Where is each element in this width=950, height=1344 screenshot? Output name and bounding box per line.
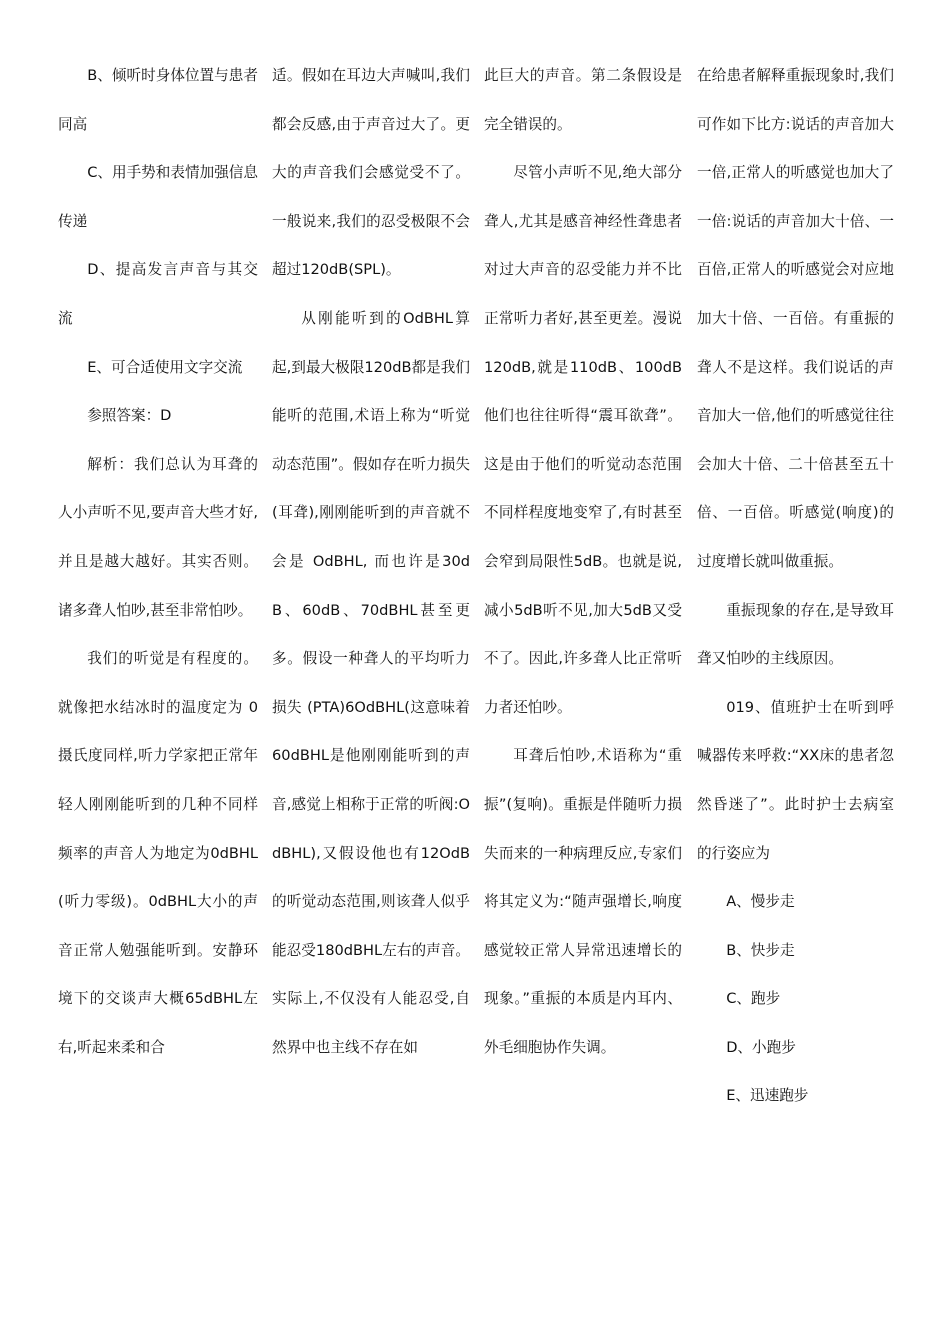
option-c: C、跑步 (726, 990, 781, 1008)
option-b: B、快步走 (726, 941, 795, 959)
question-019: 019、值班护士在听到呼喊器传来呼救:“XX床的患者忽然昏迷了”。此时护士去病室的行姿应为 (697, 698, 894, 862)
reference-answer: 参照答案：D (87, 407, 172, 425)
body-paragraph: 耳聋后怕吵,术语称为“重振”(复响)。重振是伴随听力损失而来的一种病理反应,专家们将其定义为:“随声强增长,响度感觉较正常人异常迅速增长的现象。”重振的本质是内耳内、外毛细胞协作失调。 (484, 747, 682, 1056)
body-paragraph: 尽管小声听不见,绝大部分聋人,尤其是感音神经性聋患者对过大声音的忍受能力并不比正常听力者好,甚至更差。漫说120dB,就是110dB、100dB他们也往往听得“震耳欲聋”。这是由于他们的听觉动态范围不同样程度地变窄了,有时甚至会窄到局限性5dB。也就是说,减小5dB听不见,加大5dB又受不了。因此,许多聋人比正常听力者还怕吵。 (484, 164, 682, 716)
option-d: D、提高发言声音与其交流 (58, 261, 258, 327)
option-a: A、慢步走 (726, 893, 795, 911)
option-b: B、倾听时身体位置与患者同高 (58, 67, 258, 133)
option-d: D、小跑步 (726, 1038, 796, 1056)
text-column-4 (697, 52, 894, 1121)
analysis-paragraph: 解析：我们总认为耳聋的人小声听不见,要声音大些才好,并且是越大越好。其实否则。诸多聋人怕吵,甚至非常怕吵。 (58, 455, 258, 619)
option-e: E、迅速跑步 (726, 1087, 809, 1105)
body-paragraph: 我们的听觉是有程度的。就像把水结冰时的温度定为 0摄氏度同样,听力学家把正常年轻人刚刚能听到的几种不同样频率的声音人为地定为0dBHL(听力零级)。0dBHL大小的声音正常人勉强能听到。安静环境下的交谈声大概65dBHL左右,听起来柔和合 (58, 650, 258, 1056)
text-column-2 (272, 52, 470, 1072)
body-paragraph: 重振现象的存在,是导致耳聋又怕吵的主线原因。 (697, 601, 894, 668)
text-column-3 (484, 52, 682, 1072)
option-e: E、可合适使用文字交流 (87, 358, 243, 376)
body-paragraph: 从刚能听到的OdBHL算起,到最大极限120dB都是我们能听的范围,术语上称为“听觉动态范围”。假如存在听力损失(耳聋),刚刚能听到的声音就不会是 OdBHL, 而也许是30dB、60dB、70dBHL甚至更多。假设一种聋人的平均听力损失 (PTA)6OdBHL(这意味着60dBHL是他刚刚能听到的声音,感觉上相称于正常的听阀:OdBHL),又假设他也有12OdB的听觉动态范围,则该聋人似乎能忍受180dBHL左右的声音。实际上,不仅没有人能忍受,自然界中也主线不存在如 (272, 309, 470, 1056)
text-column-1 (58, 52, 258, 1072)
body-paragraph-continued: 适。假如在耳边大声喊叫,我们都会反感,由于声音过大了。更大的声音我们会感觉受不了。一般说来,我们的忍受极限不会超过120dB(SPL)。 (272, 67, 470, 279)
option-c: C、用手势和表情加强信息传递 (58, 164, 258, 230)
body-paragraph-continued: 此巨大的声音。第二条假设是完全错误的。 (484, 67, 682, 133)
body-paragraph-continued: 在给患者解释重振现象时,我们可作如下比方:说话的声音加大一倍,正常人的听感觉也加大了一倍:说话的声音加大十倍、一百倍,正常人的听感觉会对应地加大十倍、一百倍。有重振的聋人不是这样。我们说话的声音加大一倍,他们的听感觉往往会加大十倍、二十倍甚至五十倍、一百倍。听感觉(响度)的过度增长就叫做重振。 (697, 67, 894, 570)
